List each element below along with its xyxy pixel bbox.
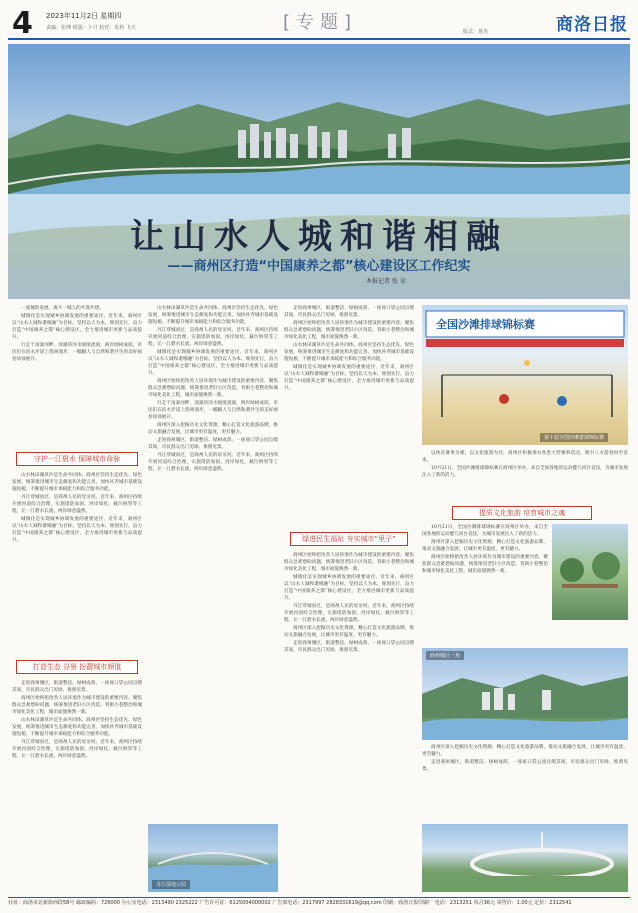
newspaper-logo: 商洛日报 [556,15,628,35]
article-column-4b [422,524,548,644]
paragraph: 城镇化是实现城乡协调发展的重要途径，近年来，商州区以“山水人城和谐相融”为目标，坚持以人为本、规划先行，奋力打造“中国康养之都”核心建设区，全力推进城市更新与品质提升。 [284,575,414,601]
section-heading-1: 守护一江碧水 保障城市命脉 [16,452,138,466]
paragraph: 丹江穿城而过，是商州人民的母亲河。近年来，商州区持续开展河道综合治理，实施堤防加固、河岸绿化、截污纳管等工程，让一江碧水长流、两岸绿意盎然。 [148,453,278,472]
section-heading-2: 打造生态 谷景 扮靓城市颜值 [16,660,138,674]
paragraph: 10月21日，全国沙滩排球锦标赛在商州区举办，来自全国各地的运动健儿同台竞技，为城市发展注入了新的活力。 [422,466,628,478]
article-column-3 [284,305,414,525]
paragraph: 城镇化是实现城乡协调发展的重要途径，近年来，商州区以“山水人城和谐相融”为目标，坚持以人为本、规划先行，奋力打造“中国康养之都”核心建设区，全力推进城市更新与品质提升。 [148,350,278,376]
article-column-1 [12,305,142,445]
paragraph: 商州区深入挖掘历史文化资源，精心打造文化旅游品牌，推动文旅融合发展，让城市更有温度、更有魅力。 [284,626,414,638]
cityscape-illustration [422,648,628,740]
ring-bridge-illustration [422,824,628,892]
article-column-1b [12,472,142,652]
paragraph: 商州区始终把改善人居环境作为城市建设的重要内容，聚焦群众急难愁盼问题，统筹推进老旧小区改造、背街小巷整治和城市绿化美化工程，城市面貌焕然一新。 [422,555,548,574]
page-number: 4 [12,6,33,41]
paragraph: 商州区始终把改善人居环境作为城市建设的重要内容，聚焦群众急难愁盼问题，统筹推进老旧小区改造、背街小巷整治和城市绿化美化工程，城市面貌焕然一新。 [284,553,414,572]
article-column-1c [12,680,142,890]
paragraph: 丹江穿城而过，是商州人民的母亲河。近年来，商州区持续开展河道综合治理，实施堤防加固、河岸绿化、截污纳管等工程，让一江碧水长流、两岸绿意盎然。 [284,604,414,623]
article-column-3b [284,552,414,842]
paragraph: 行走于南秦河畔，清澈的河水缓缓流淌，两岸绿树成荫，市民们在滨水步道上悠闲漫步，一幅幅人与自然和谐共生的美好画卷徐徐展开。 [148,401,278,420]
column-name: [专题] [283,12,358,33]
paragraph: 商州区深入挖掘历史文化资源，精心打造文化旅游品牌，推动文旅融合发展，让城市更有温度、更有魅力。 [422,745,628,757]
photo-caption: 第十届全国沙滩排球锦标赛 [540,433,608,442]
article-headline: 让山水人城和谐相融 [130,217,508,257]
city-photo [422,648,628,740]
paragraph: 10月21日，全国沙滩排球锦标赛在商州区举办，来自全国各地的运动健儿同台竞技，为城市发展注入了新的活力。 [422,525,548,537]
paragraph: 商州区深入挖掘历史文化资源，精心打造文化旅游品牌，推动文旅融合发展，让城市更有温度、更有魅力。 [148,423,278,435]
paragraph: 商州区深入挖掘历史文化资源，精心打造文化旅游品牌，推动文旅融合发展，让城市更有温度、更有魅力。 [422,540,548,552]
paragraph: 走进商州城区，街道整洁、绿树成荫，一座座口袋公园点缀其间，市民群众出门见绿、推窗见景。 [284,306,414,318]
article-subheadline: ——商州区打造“中国康养之都”核心建设区工作纪实 [167,259,471,274]
paragraph: 走进商州城区，街道整洁、绿树成荫，一座座口袋公园点缀其间，市民群众出门见绿、推窗见景。 [148,438,278,450]
masthead [8,6,630,40]
paragraph: 商州区始终把改善人居环境作为城市建设的重要内容，聚焦群众急难愁盼问题，统筹推进老旧小区改造、背街小巷整治和城市绿化美化工程，城市面貌焕然一新。 [12,696,142,715]
footer-text: 社址：商洛市北新街西段58号 邮政编码：726000 办公室电话：2313490 2325222 广告许可证：6125004000002 广告部电话：2317997 2828331619@qq.com 印刷：商洛日报印刷厂 电话：2313251 每月36元 零售价：1.00元 定价：2312541 [8,900,572,906]
photo-caption: 商州城区一角 [426,651,464,660]
paragraph: 丹江穿城而过，是商州人民的母亲河。近年来，商州区持续开展河道综合治理，实施堤防加固、河岸绿化、截污纳管等工程，让一江碧水长流、两岸绿意盎然。 [12,740,142,759]
byline: 本报记者 张 朵 [366,278,406,285]
paragraph: 山水林田湖草沙是生命共同体。商州区坚持生态优先、绿色发展，统筹推进城市生态修复和功能完善，加快补齐城市基础设施短板，不断提升城市承载能力和综合服务功能。 [284,343,414,362]
paragraph: 走进商州城区，街道整洁、绿树成荫，一座座口袋公园点缀其间，市民群众出门见绿、推窗见景。 [284,641,414,653]
volleyball-photo [422,305,628,445]
issue-date: 2023年11月2日 星期四 [46,12,122,20]
edition-meta: 版式：黄杰 [463,29,489,35]
bridge-photo-right [422,824,628,892]
article-column-2 [148,305,278,820]
editor-credits: 责编：张博 组版：卜月 校对：朱莉 飞天 [46,25,136,31]
paragraph: 城镇化是实现城乡协调发展的重要途径，近年来，商州区以“山水人城和谐相融”为目标，坚持以人为本、规划先行，奋力打造“中国康养之都”核心建设区，全力推进城市更新与品质提升。 [12,517,142,543]
paragraph: 丹江穿城而过，是商州人民的母亲河。近年来，商州区持续开展河道综合治理，实施堤防加固、河岸绿化、截污纳管等工程，让一江碧水长流、两岸绿意盎然。 [12,495,142,514]
paragraph: 丹江穿城而过，是商州人民的母亲河。近年来，商州区持续开展河道综合治理，实施堤防加固、河岸绿化、截污纳管等工程，让一江碧水长流、两岸绿意盎然。 [148,328,278,347]
paragraph: 走进商州城区，街道整洁、绿树成荫，一座座口袋公园点缀其间，市民群众出门见绿、推窗见景。 [12,681,142,693]
section-heading-4: 提质文化旅游 培育城市之魂 [452,506,592,520]
paragraph: 商州区始终把改善人居环境作为城市建设的重要内容，聚焦群众急难愁盼问题，统筹推进老旧小区改造、背街小巷整治和城市绿化美化工程，城市面貌焕然一新。 [148,379,278,398]
paragraph: 商州区始终把改善人居环境作为城市建设的重要内容，聚焦群众急难愁盼问题，统筹推进老旧小区改造、背街小巷整治和城市绿化美化工程，城市面貌焕然一新。 [284,321,414,340]
park-photo [552,524,628,620]
paragraph: 山水林田湖草沙是生命共同体。商州区坚持生态优先、绿色发展，统筹推进城市生态修复和功能完善，加快补齐城市基础设施短板，不断提升城市承载能力和综合服务功能。 [12,718,142,737]
bridge-photo-left [148,824,278,892]
paragraph: 山水林田湖草沙是生命共同体。商州区坚持生态优先、绿色发展，统筹推进城市生态修复和功能完善，加快补齐城市基础设施短板，不断提升城市承载能力和综合服务功能。 [148,306,278,325]
paragraph: 行走于南秦河畔，清澈的河水缓缓流淌，两岸绿树成荫，市民们在滨水步道上悠闲漫步，一幅幅人与自然和谐共生的美好画卷徐徐展开。 [12,343,142,362]
paragraph: 城镇化是实现城乡协调发展的重要途径，近年来，商州区以“山水人城和谐相融”为目标，坚持以人为本、规划先行，奋力打造“中国康养之都”核心建设区，全力推进城市更新与品质提升。 [284,365,414,391]
paragraph: 以体育赛事为媒，以文化旅游为径，商州区积极承办各类大型赛事活动，吸引八方游客纷至沓来。 [422,451,628,463]
paragraph: 城镇化是实现城乡协调发展的重要途径，近年来，商州区以“山水人城和谐相融”为目标，坚持以人为本、规划先行，奋力打造“中国康养之都”核心建设区，全力推进城市更新与品质提升。 [12,314,142,340]
article-column-4c [422,744,628,820]
footer [8,897,630,909]
section-heading-3: 绿进民生福祉 夯实城市“里子” [290,532,408,546]
park-illustration [552,524,628,620]
hero-photo [8,44,630,299]
paragraph: 山水林田湖草沙是生命共同体。商州区坚持生态优先、绿色发展，统筹推进城市生态修复和功能完善，加快补齐城市基础设施短板，不断提升城市承载能力和综合服务功能。 [12,473,142,492]
article-column-4 [422,450,628,502]
volleyball-banner-text: 全国沙滩排球锦标赛 [436,318,535,331]
paragraph: 一座城的发展，离不一城人的共谋共建。 [21,306,104,311]
photo-caption: 丹江湿地公园 [152,880,190,889]
paragraph: 走进商州城区，街道整洁、绿树成荫，一座座口袋公园点缀其间，市民群众出门见绿、推窗见景。 [422,760,628,772]
